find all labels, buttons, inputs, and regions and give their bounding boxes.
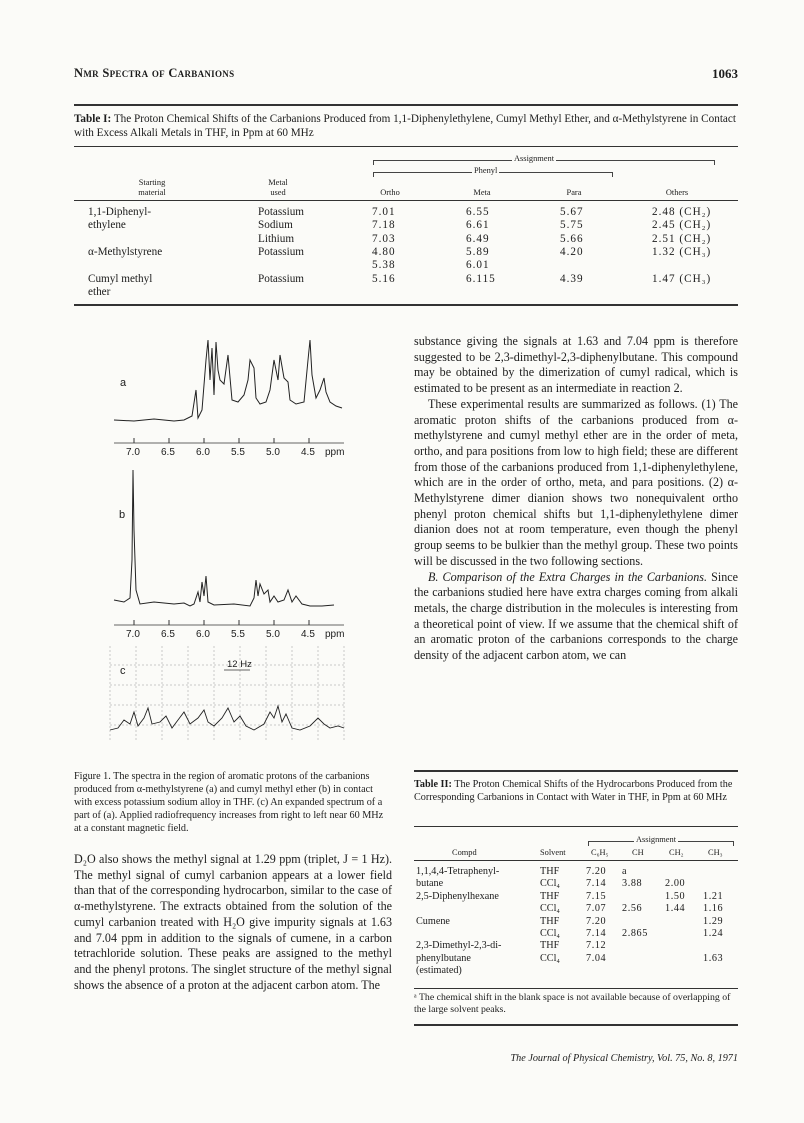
figure-caption: Figure 1. The spectra in the region of aromatic protons of the carbanions produced from α-methylstyrene (a) and cumyl methyl ether (b) in contact with excess potassium sodium alloy in THF. (c) An expanded spectrum of a part of (a). Applied radiofrequency increases from right to left near 60 MHz at a constant magnetic field. [74, 771, 384, 834]
table1-cell-metal: Lithium [258, 232, 295, 245]
t2-col-ch2: CH₂ [669, 848, 684, 857]
table1-cell-metal: Potassium [258, 272, 305, 285]
table2-top-rule [414, 770, 738, 772]
table1-cell-para: 5.75 [560, 219, 584, 232]
table2-cell-ch2: 1.44 [665, 903, 686, 915]
nmr-figure [74, 320, 374, 760]
table2-cell-ch: 2.56 [622, 903, 643, 915]
axis-tick-label: 4.5 [301, 629, 315, 640]
table2-cell-compd: phenylbutane [416, 952, 471, 964]
axis-tick-label: 6.5 [161, 629, 175, 640]
table1-cell-others: 2.45 (CH₂) [652, 219, 712, 232]
table1-cell-ortho: 7.03 [372, 232, 396, 245]
axis-tick-label: 4.5 [301, 447, 315, 458]
table1-cell-metal: Potassium [258, 245, 305, 258]
table1-cell-metal: Potassium [258, 206, 305, 218]
table2-cell-ch: 2.865 [622, 928, 648, 939]
body-left [74, 852, 392, 993]
body-left-text: D₂O also shows the methyl signal at 1.29 ppm (triplet, J = 1 Hz). The methyl signal of cumyl carbanion appears at a lower field than that of the corresponding hydrocarbon, similar to the case of α-methylstyrene. The extracts obtained from the solution of the cumyl carbanion treated with H₂O give impurity signals at 1.63 and 7.04 ppm in addition to the signals of cumene, in a carbon tetrachloride solution. These peaks are assigned to the methyl and the phenyl protons. The singlet structure of the methyl signal shows the absence of a proton at the adjacent carbon atom. The [74, 852, 392, 992]
table1-cell-others: 1.47 (CH₃) [652, 272, 712, 285]
spectrum-c-trace [110, 706, 344, 730]
t2-assignment-header: Assignment [636, 835, 677, 844]
axis-b-ticks [134, 620, 309, 625]
table1-caption-text: The Proton Chemical Shifts of the Carbanions Produced from 1,1-Diphenylethylene, Cumyl Methyl Ether, and α-Methylstyrene in Contact with Excess Alkali Metals in THF, in Ppm at 60 MHz [74, 113, 736, 139]
section-b-heading: B. Comparison of the Extra Charges in the Carbanions. [428, 569, 708, 584]
table2-cell-compd: 1,1,4,4-Tetraphenyl- [416, 866, 500, 877]
journal-footer: The Journal of Physical Chemistry, Vol. 75, No. 8, 1971 [510, 1053, 738, 1064]
table1-cell-ortho: 7.18 [372, 219, 396, 232]
table2-cell-ch3: 1.24 [703, 928, 724, 939]
table2-caption-text: The Proton Chemical Shifts of the Hydrocarbons Produced from the Corresponding Carbanions in Contact with Water in THF, in Ppm at 60 MHz [414, 779, 733, 803]
table2-caption [414, 778, 738, 804]
spectrum-c-label: c [120, 665, 126, 677]
table2-footnote-rule [414, 988, 738, 989]
table2-cell-solvent: THF [540, 890, 560, 902]
table2-cell-solvent: THF [540, 915, 560, 927]
phenyl-header: Phenyl [474, 166, 498, 175]
axis-a-ticks [134, 438, 309, 443]
col-metal-1: Metal [268, 178, 288, 187]
table1-cell-others: 2.48 (CH₂) [652, 206, 712, 218]
table2-cell-solvent: THF [540, 940, 560, 952]
col-ortho: Ortho [380, 188, 400, 197]
axis-tick-label: 7.0 [126, 629, 140, 640]
table2-cell-solvent: CCl₄ [540, 928, 560, 939]
table2-cell-c6h5: 7.15 [586, 890, 607, 902]
table1-bottom-rule [74, 304, 738, 306]
table1-cell-material: ethylene [88, 219, 126, 232]
table1-caption [74, 112, 738, 140]
table2-cell-c6h5: 7.20 [586, 915, 607, 927]
table2-cell-c6h5: 7.12 [586, 940, 607, 952]
table2-header-rule [414, 860, 738, 861]
table1-cell-ortho: 5.38 [372, 259, 396, 272]
axis-tick-label: 6.0 [196, 629, 210, 640]
table1-cell-meta: 5.89 [466, 245, 490, 258]
table1-cell-para: 4.20 [560, 245, 584, 258]
table2-cell-compd: Cumene [416, 915, 450, 927]
table2-cell-solvent: CCl₄ [540, 952, 560, 964]
col-starting-1: Starting [138, 178, 166, 187]
table2-cell-ch: a [622, 866, 628, 877]
table2-cell-c6h5: 7.20 [586, 866, 607, 877]
table2-cell-compd: (estimated) [416, 965, 462, 977]
table1-cell-meta: 6.01 [466, 259, 490, 272]
table2-cell-ch2: 1.50 [665, 890, 686, 902]
table2-cell-compd: butane [416, 878, 444, 890]
table2-cell-c6h5: 7.07 [586, 903, 607, 915]
body-right-p1: substance giving the signals at 1.63 and 7.04 ppm is therefore suggested to be 2,3-dimethyl-2,3-diphenylbutane. This compound may be obtained by the dimerization of cumyl radical, which is estimated to be present as an intermediate in reaction 2. [414, 334, 738, 396]
table2-label: Table II: [414, 779, 452, 790]
t2-col-compd: Compd [452, 848, 477, 857]
table2-cell-compd: 2,5-Diphenylhexane [416, 890, 499, 902]
page-number: 1063 [712, 66, 738, 81]
spectrum-a-trace [114, 340, 342, 421]
table2-cell-solvent: CCl₄ [540, 903, 560, 915]
assignment-header: Assignment [514, 154, 555, 163]
table2-rule [414, 826, 738, 827]
table1-header-rule [74, 200, 738, 201]
body-right-p3 [414, 570, 738, 664]
table2-footnote: ᵃ The chemical shift in the blank space is not available because of overlapping of the large solvent peaks. [414, 992, 731, 1015]
t2-col-solvent: Solvent [540, 848, 566, 857]
running-title: Nmr Spectra of Carbanions [74, 66, 235, 80]
table2-cell-ch3: 1.21 [703, 890, 724, 902]
table1-cell-ortho: 7.01 [372, 206, 396, 218]
axis-unit-label: ppm [325, 447, 345, 458]
spectrum-b-label: b [119, 509, 126, 521]
table1-top-rule [74, 104, 738, 106]
table1-cell-para: 5.66 [560, 232, 584, 245]
col-meta: Meta [473, 188, 491, 197]
spectrum-a-label: a [120, 377, 127, 389]
axis-tick-label: 5.0 [266, 447, 280, 458]
table2-cell-c6h5: 7.04 [586, 952, 607, 964]
table1-cell-material: Cumyl methyl [88, 272, 153, 285]
table1-cell-material: ether [88, 285, 111, 298]
table1-cell-others: 1.32 (CH₃) [652, 245, 712, 258]
axis-tick-label: 6.5 [161, 447, 175, 458]
table1-cell-meta: 6.115 [466, 272, 496, 285]
table2-cell-compd: 2,3-Dimethyl-2,3-di- [416, 940, 502, 952]
table1-cell-meta: 6.49 [466, 232, 490, 245]
table2-cell-ch3: 1.29 [703, 915, 724, 927]
body-right-p2: These experimental results are summarized as follows. (1) The aromatic proton shifts of the carbanions produced from α-methylstyrene and cumyl methyl ether are in the order of meta, ortho, and para positions from low to high field; these are different from those of the carbanions produced from 1,1-diphenylethylene, which are in the order of ortho, meta, and para positions. (2) α-Methylstyrene dimer dianion shows two nonequivalent ortho phenyl proton chemical shifts but 1,1-diphenylethylene dimer dianion does not at room temperature, even though the phenyl group seems to be bulkier than the methyl group. These two points will be discussed in the two following sections. [414, 396, 738, 568]
table1-cell-others: 2.51 (CH₂) [652, 232, 712, 245]
axis-tick-label: 6.0 [196, 447, 210, 458]
table2-cell-c6h5: 7.14 [586, 878, 607, 890]
table2-cell-c6h5: 7.14 [586, 928, 607, 939]
axis-tick-label: 5.0 [266, 629, 280, 640]
axis-tick-label: 5.5 [231, 447, 245, 458]
axis-unit-label: ppm [325, 629, 345, 640]
table2-cell-ch3: 1.63 [703, 952, 724, 964]
t2-col-c6h5: C₆H₅ [591, 848, 609, 857]
col-others: Others [665, 188, 689, 197]
scale-marker: 12 Hz [227, 659, 252, 670]
table2-cell-solvent: THF [540, 866, 560, 877]
table1-cell-ortho: 5.16 [372, 272, 396, 285]
body-right [414, 334, 738, 664]
table1-cell-material: 1,1-Diphenyl- [88, 206, 152, 218]
table1-cell-material: α-Methylstyrene [88, 245, 163, 258]
col-metal-2: used [270, 188, 286, 197]
t2-col-ch3: CH₃ [708, 848, 723, 857]
table1-cell-ortho: 4.80 [372, 245, 396, 258]
running-head [74, 66, 738, 82]
table2-cell-ch2: 2.00 [665, 878, 686, 890]
spectrum-b-trace [114, 470, 334, 606]
axis-tick-label: 5.5 [231, 629, 245, 640]
body-right-p3-text: Since the carbanions studied here have extra charges coming from alkali metals, the charge distribution in the molecules is interesting from a theoretical point of view. If we assume that the chemical shift of an aromatic proton of the carbanions corresponds to the charge density of the adjacent carbon atom, we can [414, 569, 738, 663]
table1-cell-para: 4.39 [560, 272, 584, 285]
table1-cell-metal: Sodium [258, 219, 293, 232]
table2-bottom-rule [414, 1024, 738, 1026]
col-starting-2: material [138, 188, 166, 197]
table1-label: Table I: [74, 113, 112, 125]
t2-col-ch: CH [632, 848, 644, 857]
table1-cell-meta: 6.61 [466, 219, 490, 232]
table1-cell-meta: 6.55 [466, 206, 490, 218]
table2-cell-solvent: CCl₄ [540, 878, 560, 890]
table1-rule [74, 146, 738, 147]
col-para: Para [566, 188, 582, 197]
table1-cell-para: 5.67 [560, 206, 584, 218]
axis-tick-label: 7.0 [126, 447, 140, 458]
table2-cell-ch: 3.88 [622, 878, 643, 890]
table2-cell-ch3: 1.16 [703, 903, 724, 915]
